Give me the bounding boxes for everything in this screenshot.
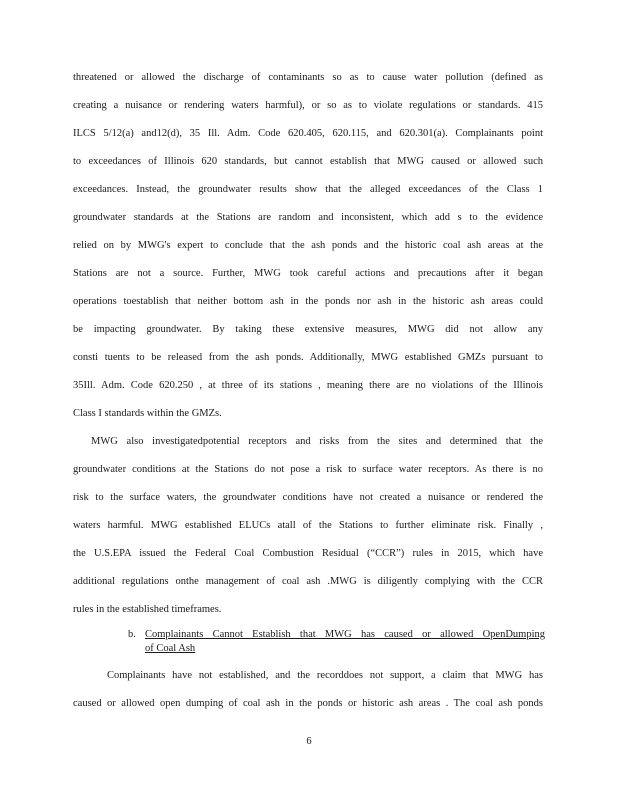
- text-line: ILCS 5/12(a) and12(d), 35 Ill. Adm. Code 620.405, 620.115, and 620.301(a). Complainants point: [73, 128, 543, 139]
- text-line: 35Ill. Adm. Code 620.250 , at three of its stations , meaning there are no violations of the Illinois: [73, 380, 543, 391]
- text-line: Complainants have not established, and the recorddoes not support, a claim that MWG has: [107, 670, 543, 681]
- text-line: groundwater standards at the Stations are random and inconsistent, which add s to the evidence: [73, 212, 543, 223]
- text-line: operations toestablish that neither bottom ash in the ponds nor ash in the historic ash areas could: [73, 296, 543, 307]
- text-line: exceedances. Instead, the groundwater results show that the alleged exceedances of the Class 1: [73, 184, 543, 195]
- text-line: MWG also investigatedpotential receptors and risks from the sites and determined that the: [91, 436, 543, 447]
- text-line: additional regulations onthe management of coal ash .MWG is diligently complying with the CCR: [73, 576, 543, 587]
- text-line: caused or allowed open dumping of coal ash in the ponds or historic ash areas . The coal ash ponds: [73, 698, 543, 709]
- text-line: rules in the established timeframes.: [73, 604, 222, 615]
- heading-line-1: Complainants Cannot Establish that MWG has caused or allowed OpenDumping: [145, 629, 545, 640]
- text-line: groundwater conditions at the Stations do not pose a risk to surface water receptors. As there is no: [73, 464, 543, 475]
- text-line: waters harmful. MWG established ELUCs atall of the Stations to further eliminate risk. Finally ,: [73, 520, 543, 531]
- page-number: 6: [306, 736, 312, 747]
- text-line: be impacting groundwater. By taking these extensive measures, MWG did not allow any: [73, 324, 543, 335]
- text-line: Stations are not a source. Further, MWG took careful actions and precautions after it began: [73, 268, 543, 279]
- text-line: creating a nuisance or rendering waters harmful), or so as to violate regulations or standards. 415: [73, 100, 543, 111]
- text-line: relied on by MWG's expert to conclude that the ash ponds and the historic coal ash areas at the: [73, 240, 543, 251]
- text-line: to exceedances of Illinois 620 standards, but cannot establish that MWG caused or allowed such: [73, 156, 543, 167]
- text-line: Class I standards within the GMZs.: [73, 408, 222, 419]
- heading-marker: b.: [128, 629, 136, 640]
- text-line: consti tuents to be released from the ash ponds. Additionally, MWG established GMZs pursuant to: [73, 352, 543, 363]
- heading-line-2: of Coal Ash: [145, 643, 196, 654]
- text-line: risk to the surface waters, the groundwater conditions have not created a nuisance or rendered the: [73, 492, 543, 503]
- text-line: the U.S.EPA issued the Federal Coal Combustion Residual (“CCR”) rules in 2015, which have: [73, 548, 543, 559]
- text-line: threatened or allowed the discharge of contaminants so as to cause water pollution (defined as: [73, 72, 543, 83]
